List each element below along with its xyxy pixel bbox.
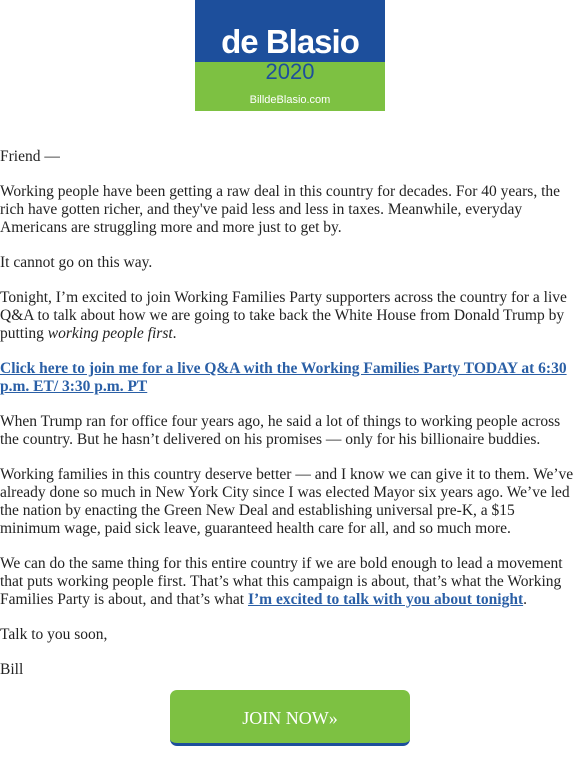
qa-link[interactable]: Click here to join me for a live Q&A with the Working Families Party TODAY at 6:30 p.m. ET/ 3:30 p.m. PT bbox=[0, 360, 567, 395]
paragraph-trump: When Trump ran for office four years ago, he said a lot of things to working people across the country. But he hasn’t delivered on his promises — only for his billionaire buddies. bbox=[0, 413, 561, 448]
talk-tonight-link[interactable]: I’m excited to talk with you about tonight bbox=[247, 591, 524, 608]
logo-url: BilldeBlasio.com bbox=[249, 94, 331, 106]
logo-name: de Blasio bbox=[221, 23, 359, 60]
logo-top-band bbox=[195, 0, 385, 62]
paragraph-working-families: Working families in this country deserve better — and I know we can give it to them. We’ve already done so much in New York City since I was elected Mayor six years ago. We’ve led the nation by enacting the Green New Deal and establishing universal pre-K, a $15 minimum wage, paid sick leave, guaranteed health care for all, and so much more. bbox=[0, 466, 574, 537]
signoff: Talk to you soon, bbox=[0, 626, 108, 643]
paragraph-tonight-end: . bbox=[172, 325, 177, 342]
campaign-logo[interactable] bbox=[195, 0, 385, 111]
logo-year: 2020 bbox=[265, 59, 315, 84]
paragraph-campaign-text: We can do the same thing for this entire country if we are bold enough to lead a movement that puts working people first. That’s what this campaign is about, that’s what the Working Families Party is about, and that’s what bbox=[0, 555, 563, 608]
paragraph-cannot-go-on: It cannot go on this way. bbox=[0, 254, 153, 271]
paragraph-tonight-emphasis: working people first bbox=[47, 325, 173, 342]
signature: Bill bbox=[0, 661, 24, 678]
paragraph-campaign bbox=[0, 555, 578, 609]
join-now-button[interactable]: JOIN NOW» bbox=[170, 690, 410, 746]
paragraph-raw-deal: Working people have been getting a raw deal in this country for decades. For 40 years, the rich have gotten richer, and they've paid less and less in taxes. Meanwhile, everyday Americans are struggling more and more just to get by. bbox=[0, 183, 561, 236]
email-body bbox=[0, 148, 578, 696]
logo-bottom-band bbox=[195, 59, 385, 111]
join-now-container bbox=[170, 690, 410, 748]
greeting: Friend — bbox=[0, 148, 60, 165]
paragraph-campaign-end: . bbox=[523, 591, 527, 608]
qa-link-paragraph bbox=[0, 360, 578, 396]
paragraph-tonight bbox=[0, 289, 578, 343]
paragraph-tonight-text: Tonight, I’m excited to join Working Families Party supporters across the country for a live Q&A to talk about how we are going to take back the White House from Donald Trump by putting bbox=[0, 289, 567, 342]
